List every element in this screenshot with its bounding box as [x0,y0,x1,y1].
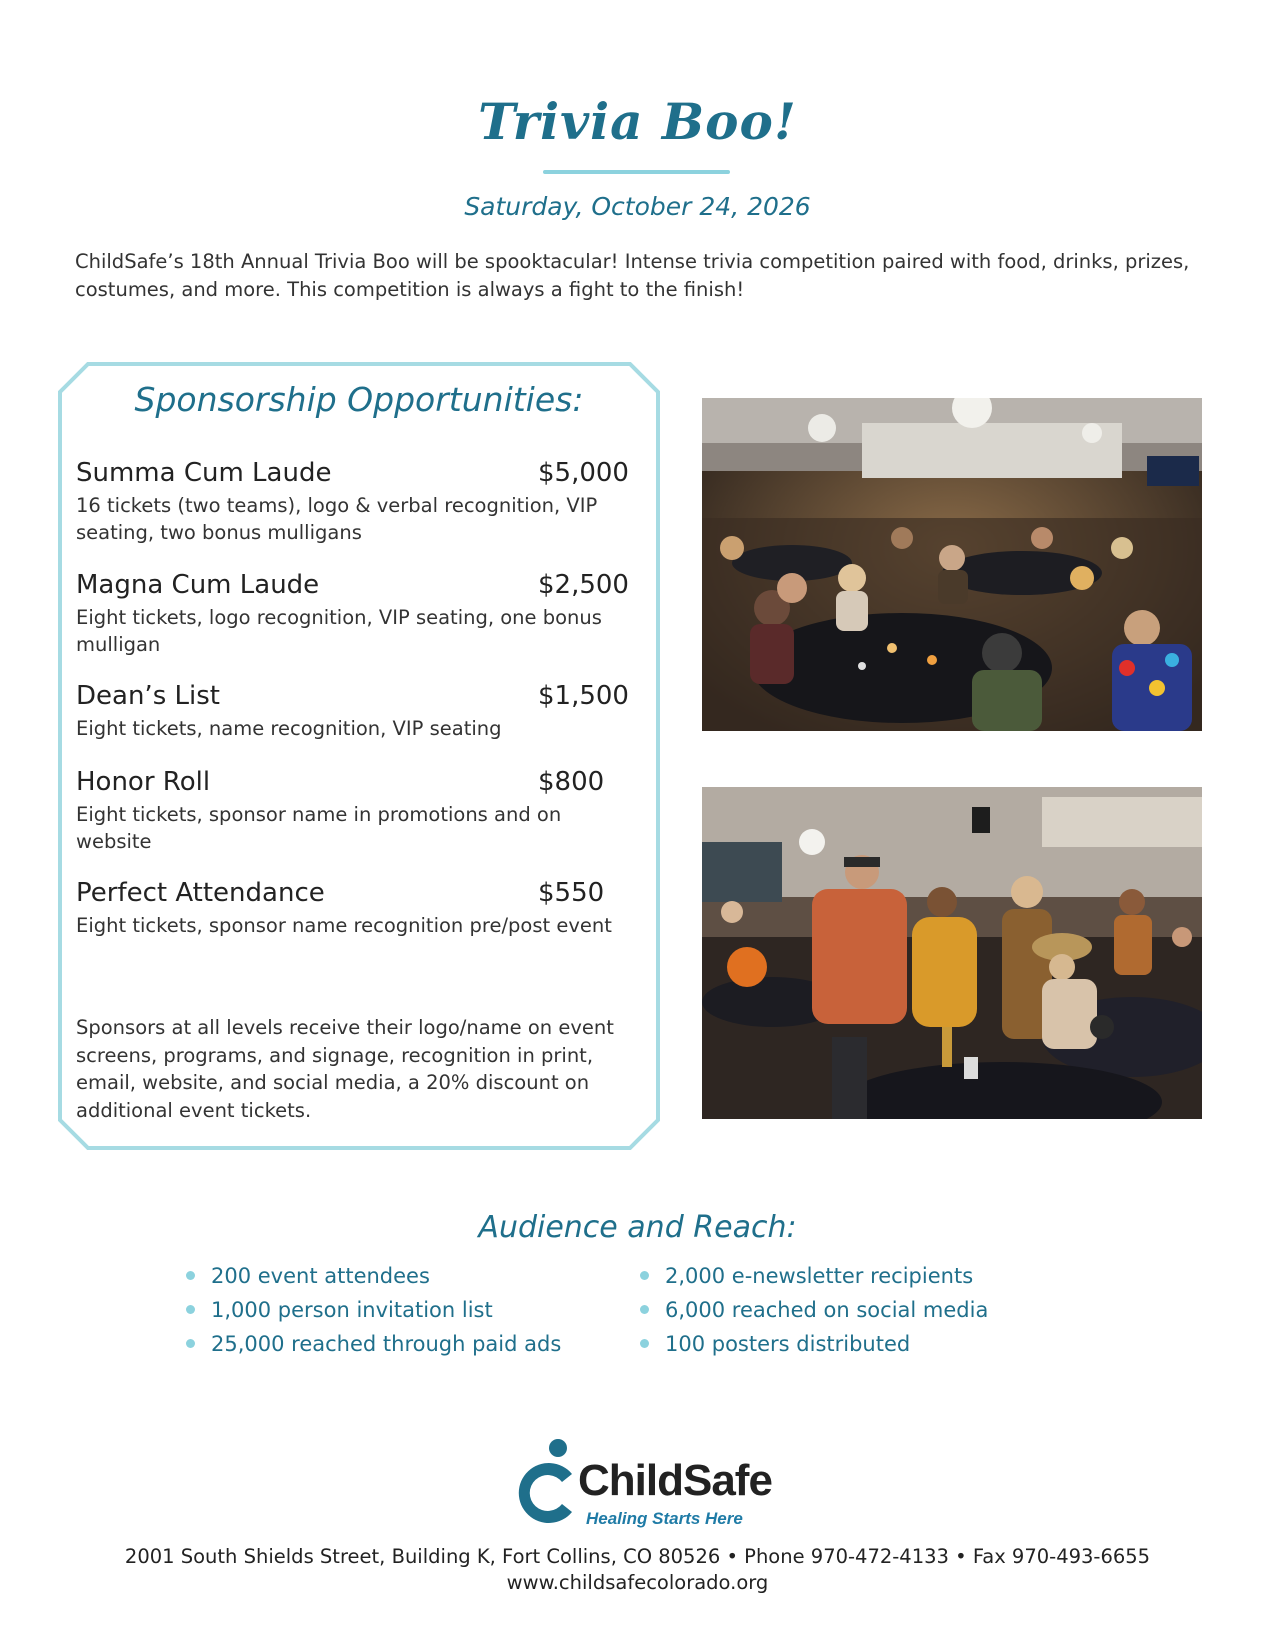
list-item [186,1330,561,1364]
tier-description: Eight tickets, sponsor name recognition pre/post event [76,914,612,937]
page-title: Trivia Boo! [478,92,797,151]
event-photo-dinner-tables [702,398,1202,731]
tier-description: Eight tickets, logo recognition, VIP seating, one bonus mulligan [76,606,602,656]
tier-description: 16 tickets (two teams), logo & verbal recognition, VIP seating, two bonus mulligans [76,494,598,544]
bullet-icon [186,1305,195,1314]
audience-list-right [640,1262,988,1364]
tier-price: $550 [538,878,605,908]
tier-name: Honor Roll [76,767,211,797]
sponsorship-heading: Sponsorship Opportunities: [134,380,584,419]
tier-price: $800 [538,767,605,797]
footer-website: www.childsafecolorado.org [506,1571,769,1594]
reach-stat: 200 event attendees [211,1264,430,1288]
title-divider [543,170,730,174]
reach-stat: 2,000 e-newsletter recipients [665,1264,974,1288]
tier-description: Eight tickets, name recognition, VIP seating [76,717,502,740]
bullet-icon [640,1339,649,1348]
list-item [186,1262,561,1296]
bullet-icon [186,1339,195,1348]
reach-stat: 100 posters distributed [665,1332,911,1356]
sponsor-benefits-note: Sponsors at all levels receive their logo/name on event screens, programs, and signage, recognition in print, email, website, and social media, a 20% discount on additional event tickets. [76,1016,614,1122]
footer-address: 2001 South Shields Street, Building K, Fort Collins, CO 80526 • Phone 970-472-4133 • Fax 970-493-6655 [124,1545,1151,1568]
tier-price: $1,500 [538,681,629,711]
list-item [640,1330,988,1364]
event-date: Saturday, October 24, 2026 [464,192,811,221]
tier-description: Eight tickets, sponsor name in promotions and on website [76,803,562,853]
audience-heading: Audience and Reach: [478,1210,797,1245]
event-photo-costumes [702,787,1202,1119]
audience-list-left [186,1262,561,1364]
tier-price: $5,000 [538,458,629,488]
reach-stat: 1,000 person invitation list [211,1298,493,1322]
bullet-icon [640,1271,649,1280]
reach-stat: 25,000 reached through paid ads [211,1332,562,1356]
tier-price: $2,500 [538,570,629,600]
list-item [186,1296,561,1330]
list-item [640,1296,988,1330]
sponsorship-box [58,362,660,1150]
tier-name: Summa Cum Laude [76,458,332,488]
list-item [640,1262,988,1296]
bullet-icon [640,1305,649,1314]
childsafe-logo [510,1428,770,1538]
reach-stat: 6,000 reached on social media [665,1298,989,1322]
bullet-icon [186,1271,195,1280]
tier-name: Magna Cum Laude [76,570,320,600]
tier-name: Dean’s List [76,681,220,711]
logo-tagline: Healing Starts Here [586,1509,743,1528]
logo-wordmark: ChildSafe [578,1456,772,1505]
tier-name: Perfect Attendance [76,878,325,908]
intro-paragraph: ChildSafe’s 18th Annual Trivia Boo will be spooktacular! Intense trivia competition paired with food, drinks, prizes, costumes, and more. This competition is always a fight to the finish! [75,250,1190,301]
